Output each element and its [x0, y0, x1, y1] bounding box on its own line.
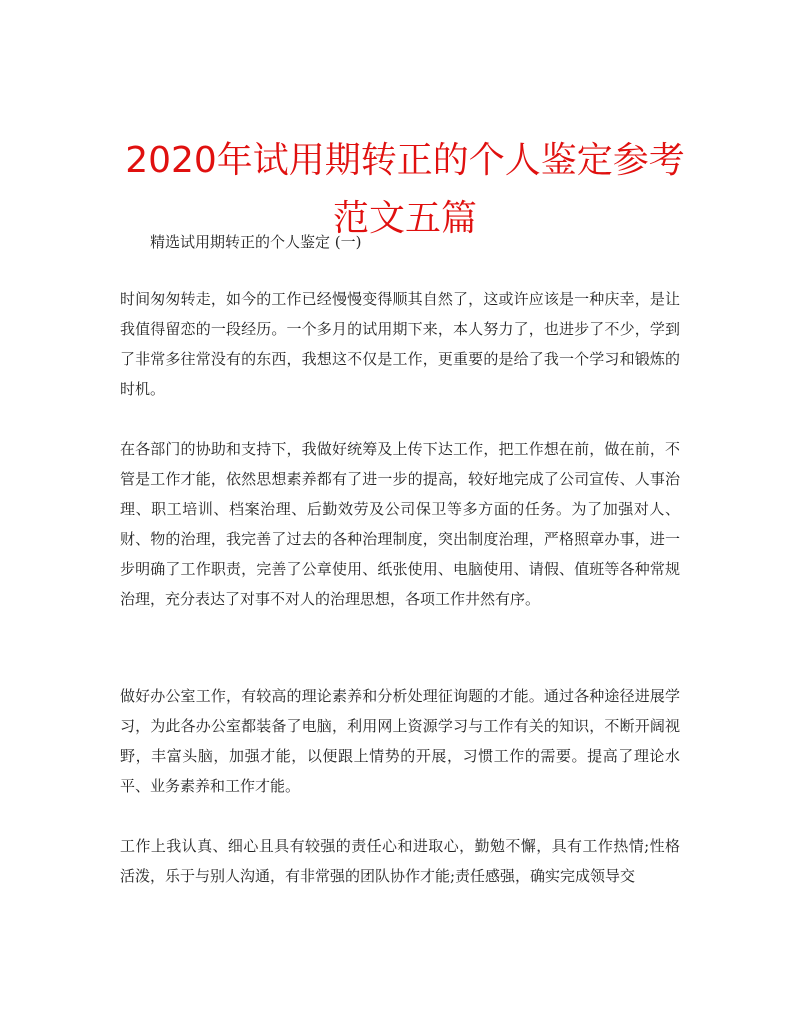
paragraph-2: 在各部门的协助和支持下，我做好统筹及上传下达工作，把工作想在前，做在前，不管是工作才能，依然思想素养都有了进一步的提高，较好地完成了公司宣传、人事治理、职工培训、档案治理、后勤效劳及公司保卫等多方面的任务。为了加强对人、财、物的治理，我完善了过去的各种治理制度，突出制度治理，严格照章办事，进一步明确了工作职责，完善了公章使用、纸张使用、电脑使用、请假、值班等各种常规治理，充分表达了对事不对人的治理思想，各项工作井然有序。 — [120, 440, 680, 608]
paragraph-3: 做好办公室工作，有较高的理论素养和分析处理征询题的才能。通过各种途径进展学习，为此各办公室都装备了电脑，利用网上资源学习与工作有关的知识，不断开阔视野，丰富头脑，加强才能，以便跟上情势的开展，习惯工作的需要。提高了理论水平、业务素养和工作才能。 — [120, 687, 680, 795]
paragraph-1: 时间匆匆转走，如今的工作已经慢慢变得顺其自然了，这或许应该是一种庆幸，是让我值得留恋的一段经历。一个多月的试用期下来，本人努力了，也进步了不少，学到了非常多往常没有的东西，我想这不仅是工作，更重要的是给了我一个学习和锻炼的时机。 — [120, 290, 680, 398]
document-title: 2020年试用期转正的个人鉴定参考范文五篇 — [125, 140, 685, 240]
section-subtitle: 精选试用期转正的个人鉴定 (一) — [150, 233, 362, 251]
paragraph-4: 工作上我认真、细心且具有较强的责任心和进取心，勤勉不懈，具有工作热情;性格活泼，乐于与别人沟通，有非常强的团队协作才能;责任感强，确实完成领导交 — [120, 837, 680, 885]
